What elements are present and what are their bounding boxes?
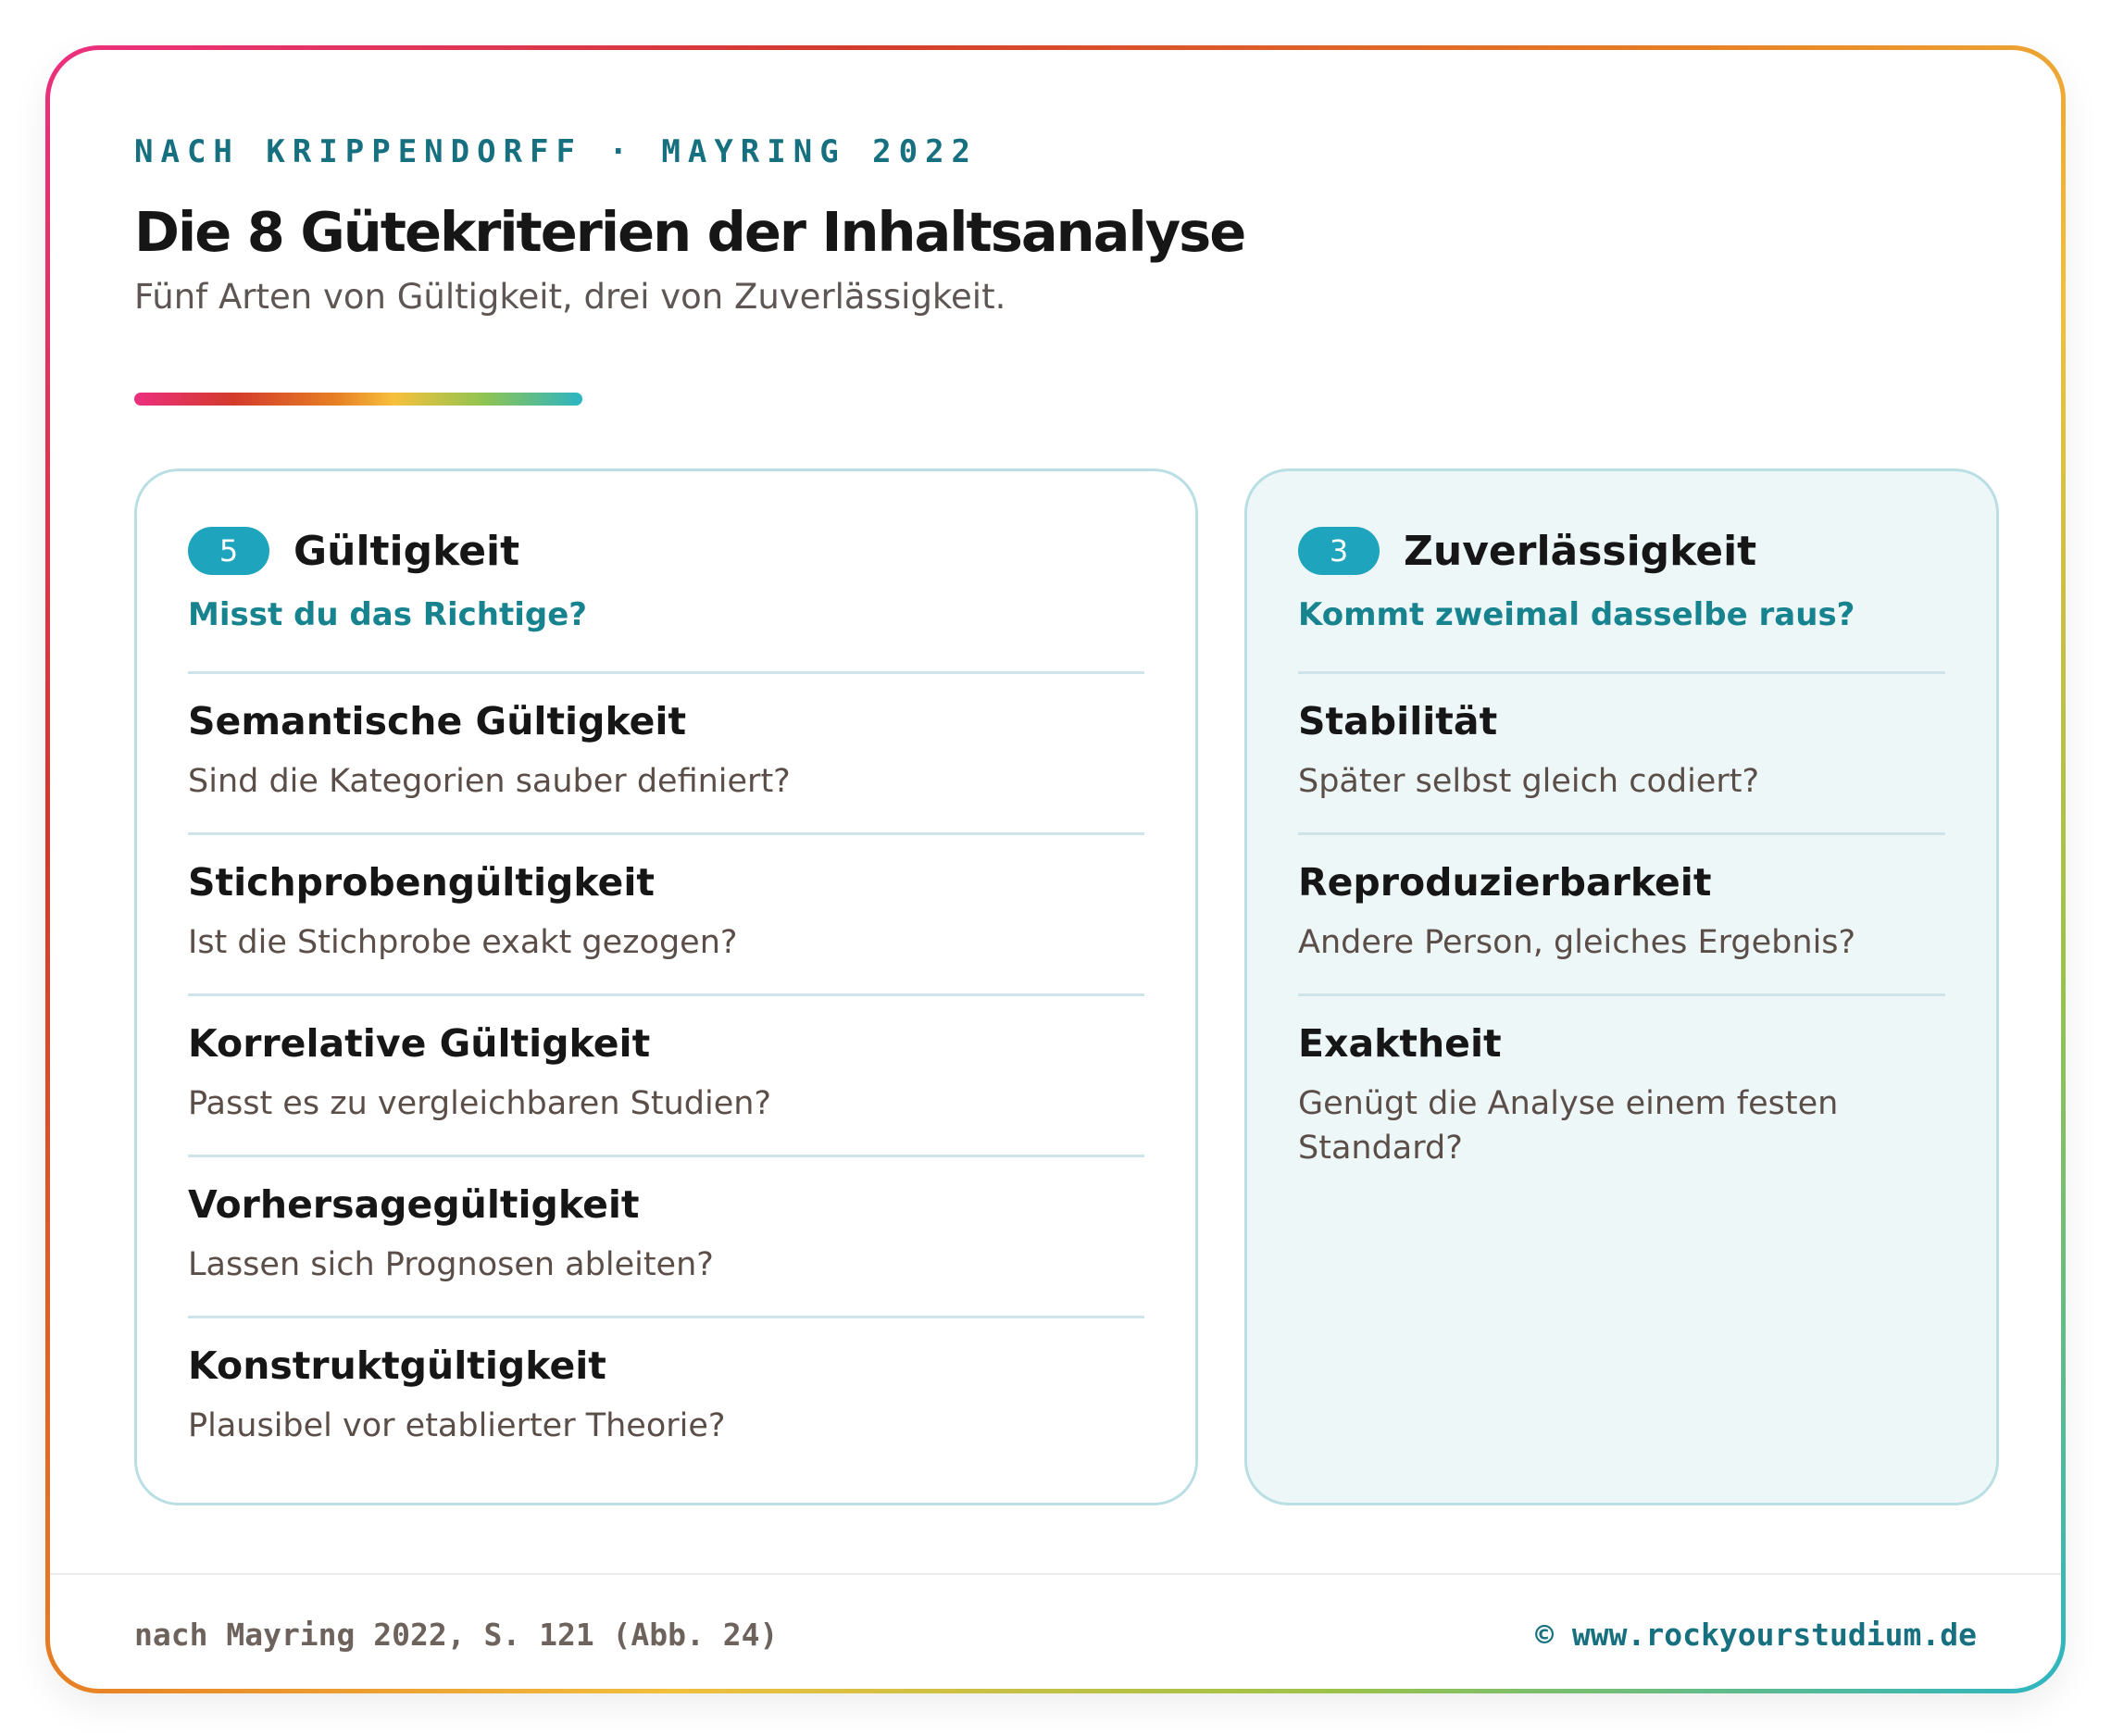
criterion-name: Stabilität (1298, 699, 1498, 743)
criterion-question: Plausibel vor etablierter Theorie? (188, 1407, 726, 1444)
list-item (1298, 993, 1945, 1167)
criterion-name: Stichprobengültigkeit (188, 860, 655, 905)
source-citation: nach Mayring 2022, S. 121 (Abb. 24) (134, 1617, 779, 1653)
criterion-name: Konstruktgültigkeit (188, 1343, 606, 1388)
list-item (188, 671, 1144, 832)
criterion-question: Ist die Stichprobe exakt gezogen? (188, 924, 738, 961)
list-item (188, 1155, 1144, 1316)
eyebrow-label: NACH KRIPPENDORFF · MAYRING 2022 (134, 133, 979, 170)
validity-question: Misst du das Richtige? (188, 596, 588, 633)
list-item (188, 1316, 1144, 1477)
card-frame (45, 45, 2066, 1693)
criterion-name: Semantische Gültigkeit (188, 699, 687, 743)
copyright-link[interactable]: © www.rockyourstudium.de (1535, 1617, 1977, 1653)
criterion-name: Reproduzierbarkeit (1298, 860, 1712, 905)
list-item (1298, 832, 1945, 993)
list-item (188, 993, 1144, 1155)
validity-card-title: Gültigkeit (294, 527, 520, 575)
reliability-card-title: Zuverlässigkeit (1404, 527, 1757, 575)
reliability-criteria-list (1298, 671, 1945, 1167)
validity-card-header (188, 523, 519, 579)
card-surface (50, 50, 2061, 1689)
validity-criteria-list (188, 671, 1144, 1477)
criterion-name: Vorhersagegültigkeit (188, 1182, 640, 1227)
criterion-question: Lassen sich Prognosen ableiten? (188, 1246, 714, 1283)
validity-card (134, 468, 1198, 1505)
gradient-accent-bar (134, 393, 582, 406)
page-subtitle: Fünf Arten von Gültigkeit, drei von Zuverlässigkeit. (134, 277, 1006, 317)
page-title: Die 8 Gütekriterien der Inhaltsanalyse (134, 200, 1245, 264)
criterion-question: Andere Person, gleiches Ergebnis? (1298, 924, 1856, 961)
criterion-question: Passt es zu vergleichbaren Studien? (188, 1085, 771, 1122)
reliability-card-header (1298, 523, 1756, 579)
list-item (188, 832, 1144, 993)
reliability-count-badge: 3 (1298, 527, 1380, 575)
criterion-question: Später selbst gleich codiert? (1298, 763, 1760, 800)
criterion-name: Exaktheit (1298, 1021, 1502, 1066)
validity-count-badge: 5 (188, 527, 269, 575)
criterion-question: Sind die Kategorien sauber definiert? (188, 763, 791, 800)
criterion-question: Genügt die Analyse einem festen Standard? (1298, 1085, 1839, 1167)
footer-divider (50, 1573, 2061, 1575)
reliability-question: Kommt zweimal dasselbe raus? (1298, 596, 1855, 633)
criterion-name: Korrelative Gültigkeit (188, 1021, 651, 1066)
reliability-card (1244, 468, 1999, 1505)
list-item (1298, 671, 1945, 832)
